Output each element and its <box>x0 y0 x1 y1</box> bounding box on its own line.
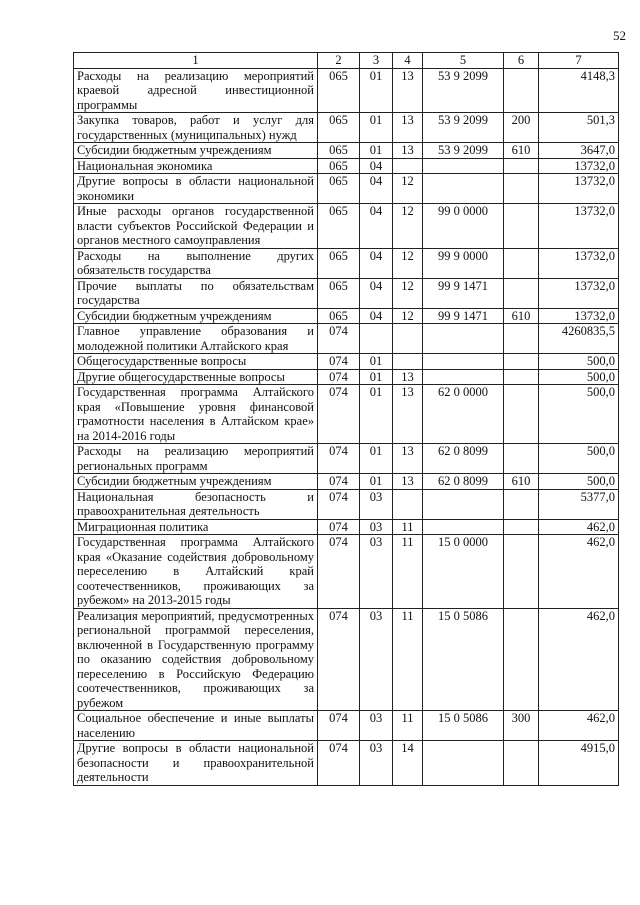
subsection-code-cell: 13 <box>393 444 423 474</box>
amount-cell: 462,0 <box>539 519 619 535</box>
subsection-code-cell: 11 <box>393 519 423 535</box>
subsection-code-cell <box>393 324 423 354</box>
amount-cell: 462,0 <box>539 711 619 741</box>
ministry-code-cell: 074 <box>318 369 360 385</box>
ministry-code-cell: 074 <box>318 474 360 490</box>
target-article-cell <box>423 519 504 535</box>
subsection-code-cell: 14 <box>393 741 423 786</box>
amount-cell: 13732,0 <box>539 204 619 249</box>
ministry-code-cell: 065 <box>318 248 360 278</box>
subsection-code-cell: 12 <box>393 204 423 249</box>
subsection-code-cell <box>393 489 423 519</box>
header-cell: 1 <box>74 53 318 69</box>
ministry-code-cell: 074 <box>318 324 360 354</box>
subsection-code-cell: 11 <box>393 711 423 741</box>
table-row <box>74 278 619 308</box>
expense-type-cell <box>504 741 539 786</box>
ministry-code-cell: 065 <box>318 278 360 308</box>
subsection-code-cell <box>393 354 423 370</box>
section-code-cell: 03 <box>360 741 393 786</box>
section-code-cell: 03 <box>360 711 393 741</box>
amount-cell: 4148,3 <box>539 68 619 113</box>
expense-type-cell: 300 <box>504 711 539 741</box>
section-code-cell: 01 <box>360 444 393 474</box>
section-code-cell: 01 <box>360 385 393 444</box>
ministry-code-cell: 065 <box>318 204 360 249</box>
target-article-cell: 62 0 8099 <box>423 474 504 490</box>
subsection-code-cell: 13 <box>393 113 423 143</box>
table-row <box>74 113 619 143</box>
expense-type-cell: 200 <box>504 113 539 143</box>
subsection-code-cell <box>393 158 423 174</box>
ministry-code-cell: 065 <box>318 308 360 324</box>
section-code-cell: 04 <box>360 248 393 278</box>
expense-name-cell: Государственная программа Алтайского края «Оказание содействия добровольному переселению в Алтайский край соотечественников, проживающих за рубежом» на 2013-2015 годы <box>74 535 318 609</box>
table-row <box>74 248 619 278</box>
table-row <box>74 308 619 324</box>
expense-name-cell: Национальная экономика <box>74 158 318 174</box>
amount-cell: 13732,0 <box>539 248 619 278</box>
target-article-cell: 15 0 5086 <box>423 711 504 741</box>
amount-cell: 500,0 <box>539 354 619 370</box>
expense-name-cell: Закупка товаров, работ и услуг для государственных (муниципальных) нужд <box>74 113 318 143</box>
amount-cell: 462,0 <box>539 535 619 609</box>
section-code-cell: 04 <box>360 278 393 308</box>
amount-cell: 4260835,5 <box>539 324 619 354</box>
header-cell: 3 <box>360 53 393 69</box>
header-cell: 6 <box>504 53 539 69</box>
subsection-code-cell: 12 <box>393 278 423 308</box>
table-row <box>74 489 619 519</box>
expense-type-cell <box>504 608 539 711</box>
expense-name-cell: Расходы на реализацию мероприятий краевой адресной инвестиционной программы <box>74 68 318 113</box>
subsection-code-cell: 13 <box>393 369 423 385</box>
target-article-cell: 99 9 0000 <box>423 248 504 278</box>
subsection-code-cell: 11 <box>393 608 423 711</box>
amount-cell: 500,0 <box>539 385 619 444</box>
table-row <box>74 741 619 786</box>
amount-cell: 4915,0 <box>539 741 619 786</box>
expense-type-cell <box>504 278 539 308</box>
subsection-code-cell: 13 <box>393 474 423 490</box>
amount-cell: 13732,0 <box>539 174 619 204</box>
expense-name-cell: Расходы на выполнение других обязательств государства <box>74 248 318 278</box>
header-cell: 2 <box>318 53 360 69</box>
target-article-cell: 62 0 0000 <box>423 385 504 444</box>
expense-type-cell <box>504 248 539 278</box>
section-code-cell: 01 <box>360 143 393 159</box>
target-article-cell <box>423 741 504 786</box>
expense-type-cell <box>504 385 539 444</box>
amount-cell: 500,0 <box>539 369 619 385</box>
section-code-cell: 04 <box>360 158 393 174</box>
header-cell: 7 <box>539 53 619 69</box>
table-row <box>74 711 619 741</box>
expense-name-cell: Прочие выплаты по обязательствам государства <box>74 278 318 308</box>
subsection-code-cell: 13 <box>393 385 423 444</box>
table-row <box>74 519 619 535</box>
ministry-code-cell: 074 <box>318 535 360 609</box>
expense-type-cell <box>504 324 539 354</box>
amount-cell: 13732,0 <box>539 278 619 308</box>
expense-name-cell: Государственная программа Алтайского края «Повышение уровня финансовой грамотности населения в Алтайском крае» на 2014-2016 годы <box>74 385 318 444</box>
section-code-cell: 01 <box>360 474 393 490</box>
ministry-code-cell: 074 <box>318 711 360 741</box>
target-article-cell <box>423 369 504 385</box>
target-article-cell: 99 0 0000 <box>423 204 504 249</box>
target-article-cell: 62 0 8099 <box>423 444 504 474</box>
section-code-cell: 01 <box>360 68 393 113</box>
ministry-code-cell: 065 <box>318 113 360 143</box>
section-code-cell: 03 <box>360 608 393 711</box>
amount-cell: 500,0 <box>539 444 619 474</box>
expense-type-cell <box>504 354 539 370</box>
expense-type-cell <box>504 158 539 174</box>
section-code-cell: 03 <box>360 489 393 519</box>
target-article-cell: 53 9 2099 <box>423 113 504 143</box>
expense-name-cell: Общегосударственные вопросы <box>74 354 318 370</box>
expense-name-cell: Социальное обеспечение и иные выплаты населению <box>74 711 318 741</box>
expense-name-cell: Миграционная политика <box>74 519 318 535</box>
amount-cell: 5377,0 <box>539 489 619 519</box>
ministry-code-cell: 065 <box>318 158 360 174</box>
target-article-cell: 15 0 0000 <box>423 535 504 609</box>
ministry-code-cell: 065 <box>318 68 360 113</box>
target-article-cell <box>423 158 504 174</box>
subsection-code-cell: 12 <box>393 174 423 204</box>
expense-name-cell: Другие вопросы в области национальной безопасности и правоохранительной деятельности <box>74 741 318 786</box>
target-article-cell <box>423 354 504 370</box>
table-row <box>74 68 619 113</box>
section-code-cell: 03 <box>360 535 393 609</box>
ministry-code-cell: 065 <box>318 174 360 204</box>
ministry-code-cell: 074 <box>318 741 360 786</box>
table-row <box>74 324 619 354</box>
table-row <box>74 204 619 249</box>
target-article-cell: 99 9 1471 <box>423 308 504 324</box>
table-row <box>74 474 619 490</box>
table-row <box>74 444 619 474</box>
expense-type-cell <box>504 444 539 474</box>
expense-type-cell <box>504 369 539 385</box>
expense-name-cell: Реализация мероприятий, предусмотренных региональной программой переселения, включенной в Государственную программу по оказанию содействия добровольному переселению в Российскую Федерацию соотечественников, проживающих за рубежом <box>74 608 318 711</box>
target-article-cell: 53 9 2099 <box>423 143 504 159</box>
expense-name-cell: Иные расходы органов государственной власти субъектов Российской Федерации и органов местного самоуправления <box>74 204 318 249</box>
expense-name-cell: Главное управление образования и молодежной политики Алтайского края <box>74 324 318 354</box>
section-code-cell: 01 <box>360 113 393 143</box>
ministry-code-cell: 074 <box>318 444 360 474</box>
section-code-cell: 04 <box>360 204 393 249</box>
expense-type-cell: 610 <box>504 143 539 159</box>
subsection-code-cell: 13 <box>393 68 423 113</box>
expense-name-cell: Субсидии бюджетным учреждениям <box>74 474 318 490</box>
ministry-code-cell: 074 <box>318 385 360 444</box>
table-row <box>74 535 619 609</box>
expense-name-cell: Национальная безопасность и правоохранительная деятельность <box>74 489 318 519</box>
ministry-code-cell: 074 <box>318 489 360 519</box>
expense-name-cell: Субсидии бюджетным учреждениям <box>74 308 318 324</box>
expense-type-cell: 610 <box>504 308 539 324</box>
expense-type-cell: 610 <box>504 474 539 490</box>
expense-type-cell <box>504 174 539 204</box>
header-row <box>74 53 619 69</box>
amount-cell: 13732,0 <box>539 158 619 174</box>
expense-type-cell <box>504 519 539 535</box>
amount-cell: 13732,0 <box>539 308 619 324</box>
expense-type-cell <box>504 68 539 113</box>
expense-name-cell: Другие вопросы в области национальной экономики <box>74 174 318 204</box>
page-number: 52 <box>613 28 626 43</box>
section-code-cell: 01 <box>360 354 393 370</box>
table-row <box>74 608 619 711</box>
target-article-cell <box>423 324 504 354</box>
subsection-code-cell: 11 <box>393 535 423 609</box>
target-article-cell: 53 9 2099 <box>423 68 504 113</box>
table-row <box>74 369 619 385</box>
amount-cell: 462,0 <box>539 608 619 711</box>
ministry-code-cell: 074 <box>318 519 360 535</box>
section-code-cell <box>360 324 393 354</box>
header-cell: 4 <box>393 53 423 69</box>
amount-cell: 501,3 <box>539 113 619 143</box>
table-row <box>74 174 619 204</box>
header-cell: 5 <box>423 53 504 69</box>
budget-table <box>73 52 619 786</box>
section-code-cell: 04 <box>360 174 393 204</box>
expense-name-cell: Другие общегосударственные вопросы <box>74 369 318 385</box>
expense-type-cell <box>504 204 539 249</box>
expense-name-cell: Расходы на реализацию мероприятий региональных программ <box>74 444 318 474</box>
expense-type-cell <box>504 489 539 519</box>
expense-type-cell <box>504 535 539 609</box>
target-article-cell <box>423 174 504 204</box>
table-row <box>74 143 619 159</box>
subsection-code-cell: 12 <box>393 308 423 324</box>
ministry-code-cell: 065 <box>318 143 360 159</box>
table-row <box>74 354 619 370</box>
section-code-cell: 03 <box>360 519 393 535</box>
section-code-cell: 01 <box>360 369 393 385</box>
amount-cell: 3647,0 <box>539 143 619 159</box>
ministry-code-cell: 074 <box>318 354 360 370</box>
target-article-cell: 99 9 1471 <box>423 278 504 308</box>
section-code-cell: 04 <box>360 308 393 324</box>
ministry-code-cell: 074 <box>318 608 360 711</box>
target-article-cell: 15 0 5086 <box>423 608 504 711</box>
subsection-code-cell: 13 <box>393 143 423 159</box>
amount-cell: 500,0 <box>539 474 619 490</box>
expense-name-cell: Субсидии бюджетным учреждениям <box>74 143 318 159</box>
table-row <box>74 385 619 444</box>
table-row <box>74 158 619 174</box>
target-article-cell <box>423 489 504 519</box>
subsection-code-cell: 12 <box>393 248 423 278</box>
